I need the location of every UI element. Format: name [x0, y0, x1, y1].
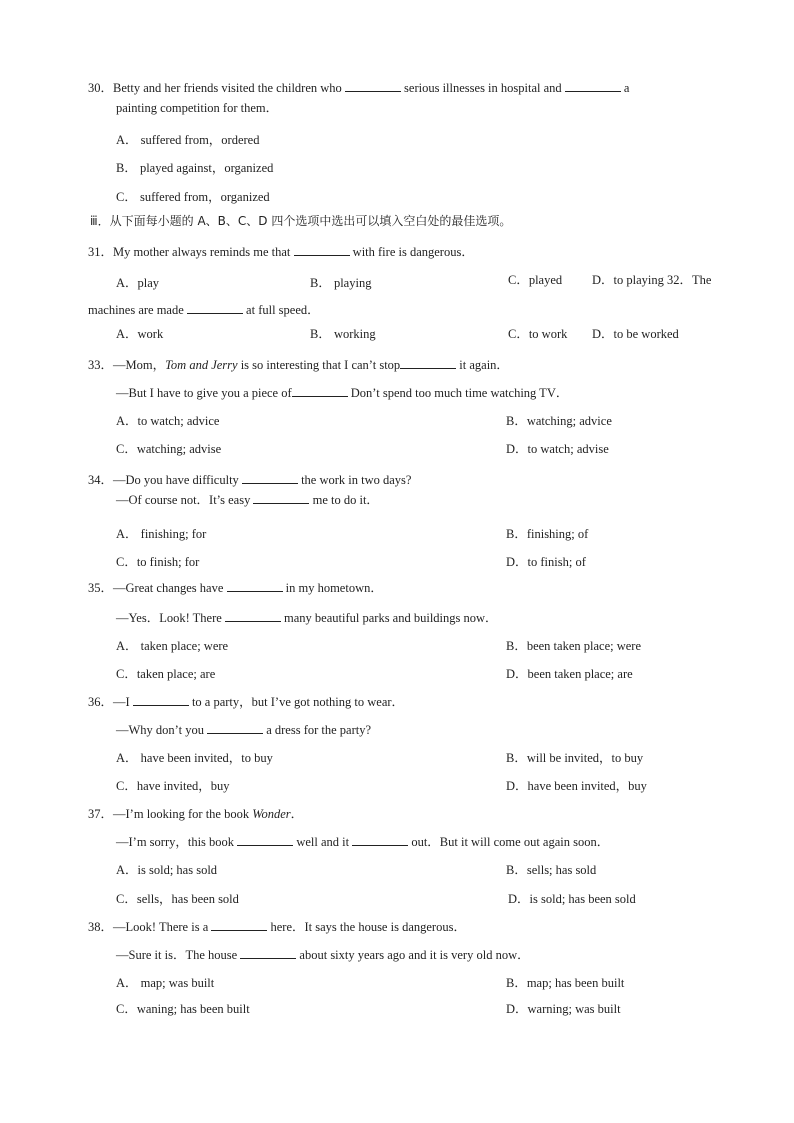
option-c[interactable]: C． suffered from，organized [116, 190, 270, 204]
answer-blank[interactable] [227, 580, 283, 592]
question-37-line1: 37．—I’m looking for the book Wonder． [88, 807, 304, 821]
option-a[interactable]: A．to watch; advice [116, 414, 220, 428]
question-33-line2: —But I have to give you a piece of Don’t spend too much time watching TV． [116, 386, 569, 400]
answer-blank[interactable] [237, 834, 293, 846]
answer-blank[interactable] [133, 694, 189, 706]
answer-blank[interactable] [253, 492, 309, 504]
option-c[interactable]: C．to work [508, 327, 568, 341]
option-b[interactable]: B．sells; has sold [506, 863, 597, 877]
option-d[interactable]: D．warning; was built [506, 1002, 621, 1016]
answer-blank[interactable] [207, 722, 263, 734]
question-34-line1: 34．—Do you have difficulty the work in two days? [88, 473, 412, 487]
option-a[interactable]: A． suffered from，ordered [116, 133, 260, 147]
question-30-line2: painting competition for them． [116, 101, 279, 115]
answer-blank[interactable] [187, 302, 243, 314]
option-a[interactable]: A．play [116, 276, 160, 290]
option-d[interactable]: D．is sold; has been sold [508, 892, 636, 906]
option-c[interactable]: C．waning; has been built [116, 1002, 250, 1016]
option-c[interactable]: C．played [508, 273, 563, 287]
question-37-line2: —I’m sorry，this book well and it out．But it will come out again soon． [116, 835, 610, 849]
answer-blank[interactable] [292, 385, 348, 397]
option-d[interactable]: D．to finish; of [506, 555, 586, 569]
option-b[interactable]: B． playing [310, 276, 372, 290]
option-c[interactable]: C．taken place; are [116, 667, 216, 681]
option-d[interactable]: D．to playing 32．The [592, 273, 712, 287]
answer-blank[interactable] [400, 357, 456, 369]
question-31: 31．My mother always reminds me that with fire is dangerous． [88, 245, 474, 259]
answer-blank[interactable] [352, 834, 408, 846]
question-32: machines are made at full speed． [88, 303, 320, 317]
question-35-line2: —Yes．Look! There many beautiful parks and buildings now． [116, 611, 498, 625]
option-b[interactable]: B．watching; advice [506, 414, 612, 428]
option-a[interactable]: A． taken place; were [116, 639, 229, 653]
option-d[interactable]: D．to watch; advise [506, 442, 609, 456]
question-30-line1: 30．Betty and her friends visited the children who serious illnesses in hospital and a [88, 81, 630, 95]
answer-blank[interactable] [294, 244, 350, 256]
option-d[interactable]: D．been taken place; are [506, 667, 633, 681]
option-b[interactable]: B．map; has been built [506, 976, 625, 990]
option-a[interactable]: A．is sold; has sold [116, 863, 218, 877]
option-d[interactable]: D．have been invited，buy [506, 779, 647, 793]
option-b[interactable]: B．been taken place; were [506, 639, 642, 653]
question-38-line2: —Sure it is．The house about sixty years ago and it is very old now． [116, 948, 530, 962]
option-c[interactable]: C．to finish; for [116, 555, 200, 569]
option-b[interactable]: B． working [310, 327, 376, 341]
option-c[interactable]: C．have invited，buy [116, 779, 230, 793]
option-d[interactable]: D．to be worked [592, 327, 679, 341]
question-35-line1: 35．—Great changes have in my hometown． [88, 581, 383, 595]
option-b[interactable]: B．finishing; of [506, 527, 589, 541]
answer-blank[interactable] [225, 610, 281, 622]
option-a[interactable]: A． have been invited，to buy [116, 751, 273, 765]
option-c[interactable]: C．sells，has been sold [116, 892, 239, 906]
question-34-line2: —Of course not．It’s easy me to do it． [116, 493, 379, 507]
question-38-line1: 38．—Look! There is a here．It says the house is dangerous． [88, 920, 466, 934]
option-a[interactable]: A． map; was built [116, 976, 215, 990]
answer-blank[interactable] [242, 472, 298, 484]
option-c[interactable]: C．watching; advise [116, 442, 222, 456]
answer-blank[interactable] [240, 947, 296, 959]
question-36-line2: —Why don’t you a dress for the party? [116, 723, 372, 737]
question-33-line1: 33．—Mom，Tom and Jerry is so interesting that I can’t stop it again． [88, 358, 509, 372]
question-36-line1: 36．—I to a party，but I’ve got nothing to wear． [88, 695, 405, 709]
section-heading: ⅲ．从下面每小题的 A、B、C、D 四个选项中选出可以填入空白处的最佳选项。 [90, 214, 512, 228]
option-b[interactable]: B． played against，organized [116, 161, 274, 175]
answer-blank[interactable] [565, 80, 621, 92]
option-a[interactable]: A． finishing; for [116, 527, 207, 541]
option-a[interactable]: A．work [116, 327, 164, 341]
answer-blank[interactable] [211, 919, 267, 931]
option-b[interactable]: B．will be invited，to buy [506, 751, 644, 765]
answer-blank[interactable] [345, 80, 401, 92]
